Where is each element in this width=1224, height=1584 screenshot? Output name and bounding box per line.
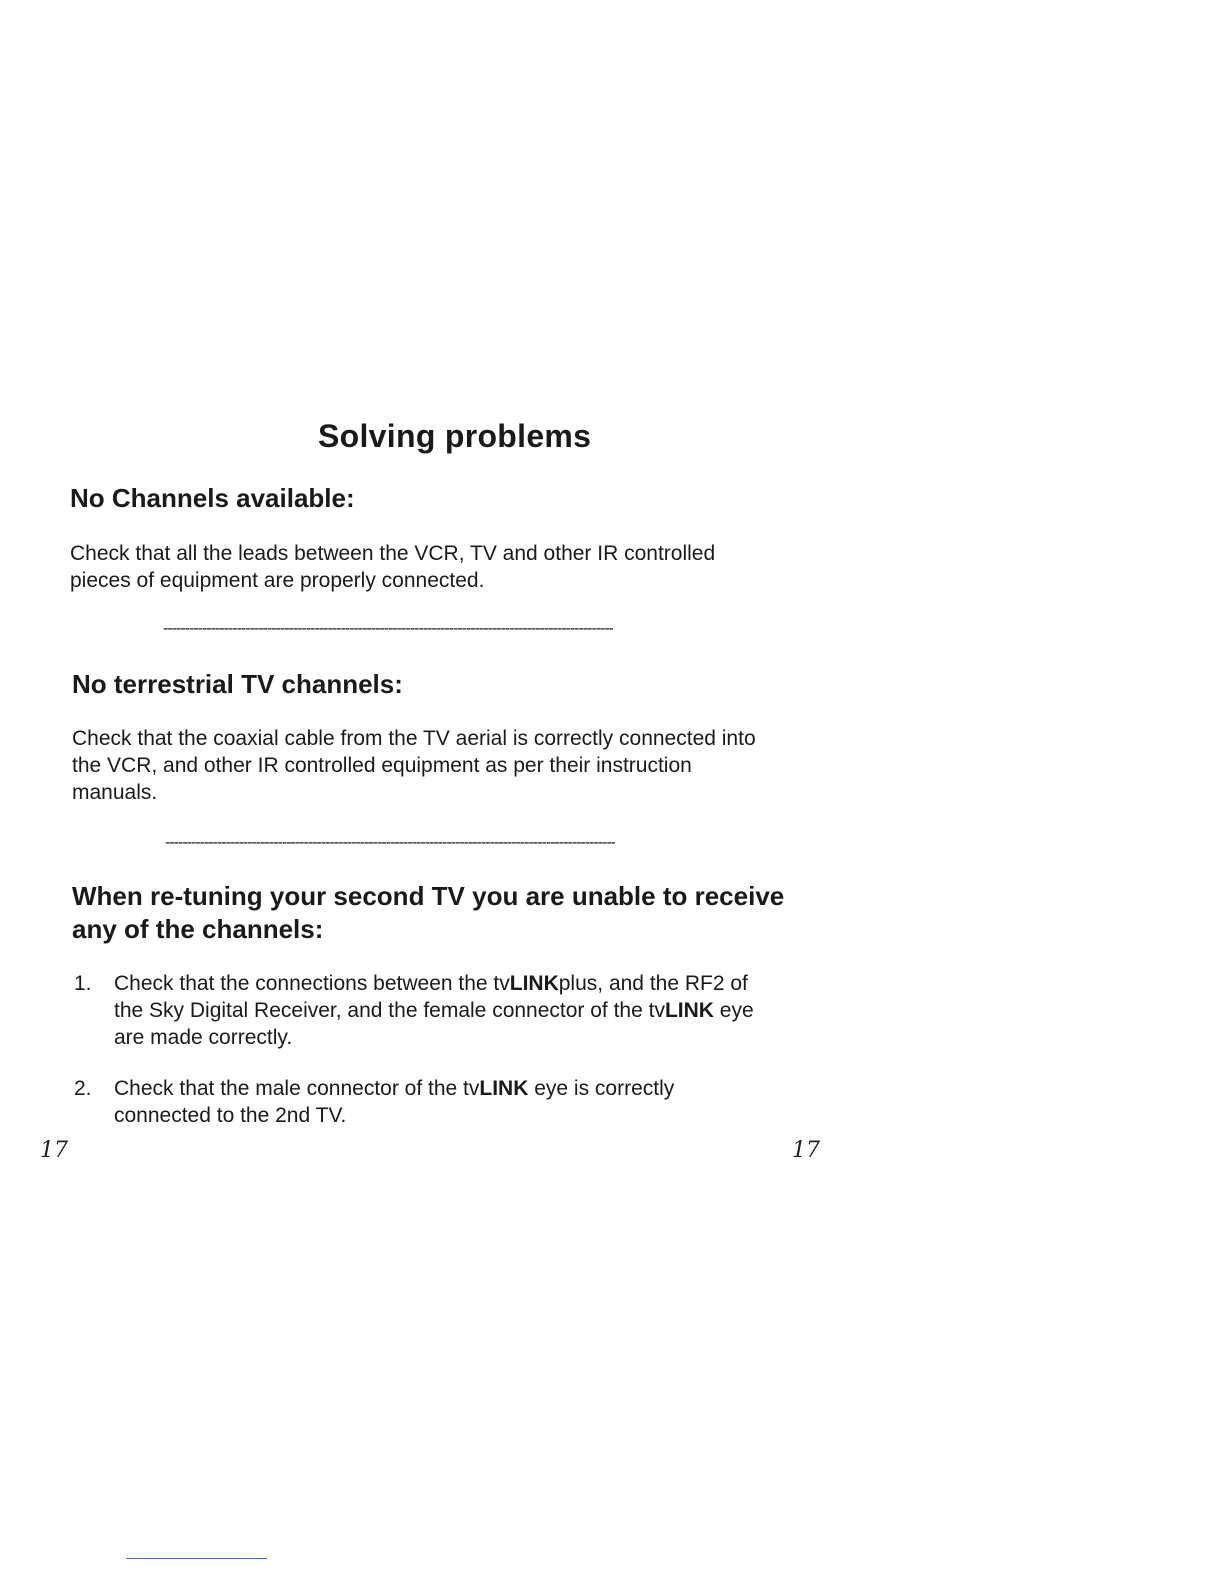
troubleshooting-list	[72, 970, 754, 1129]
list-item-number: 1.	[74, 972, 92, 995]
list-item-line: connected to the 2nd TV.	[114, 1104, 347, 1127]
section-heading-retuning-cont: any of the channels:	[72, 914, 324, 944]
page-number-left: 17	[40, 1138, 68, 1163]
brand-text: LINK	[664, 999, 714, 1022]
list-item-number: 2.	[74, 1077, 92, 1100]
divider: --------------------------------------------------------------------------------------------------------	[165, 834, 616, 851]
section-heading-retuning: When re-tuning your second TV you are unable to receive	[72, 881, 785, 911]
list-item-line: Check that the connections between the tvLINKplus, and the RF2 of	[114, 972, 748, 995]
section-text-line: manuals.	[72, 781, 158, 804]
list-item-line: the Sky Digital Receiver, and the female connector of the tvLINK eye	[114, 999, 754, 1022]
section-heading-no-terrestrial: No terrestrial TV channels:	[72, 669, 403, 699]
section-heading-no-channels: No Channels available:	[70, 483, 355, 513]
section-text-line: the VCR, and other IR controlled equipment as per their instruction	[72, 754, 692, 777]
section-text-line: Check that all the leads between the VCR, TV and other IR controlled	[70, 542, 716, 565]
scan-artifact-line	[126, 1558, 267, 1559]
section-text-line: Check that the coaxial cable from the TV aerial is correctly connected into	[72, 727, 756, 750]
list-item	[72, 1075, 754, 1129]
list-item-line: are made correctly.	[114, 1026, 293, 1049]
brand-text: LINK	[509, 972, 559, 995]
section-text-line: pieces of equipment are properly connected.	[70, 569, 485, 592]
brand-text: LINK	[479, 1077, 529, 1100]
page-title: Solving problems	[318, 418, 592, 454]
list-item	[72, 970, 754, 1051]
list-item-line: Check that the male connector of the tvLINK eye is correctly	[114, 1077, 675, 1100]
divider: --------------------------------------------------------------------------------------------------------	[163, 620, 614, 637]
page-number-right: 17	[792, 1138, 820, 1163]
